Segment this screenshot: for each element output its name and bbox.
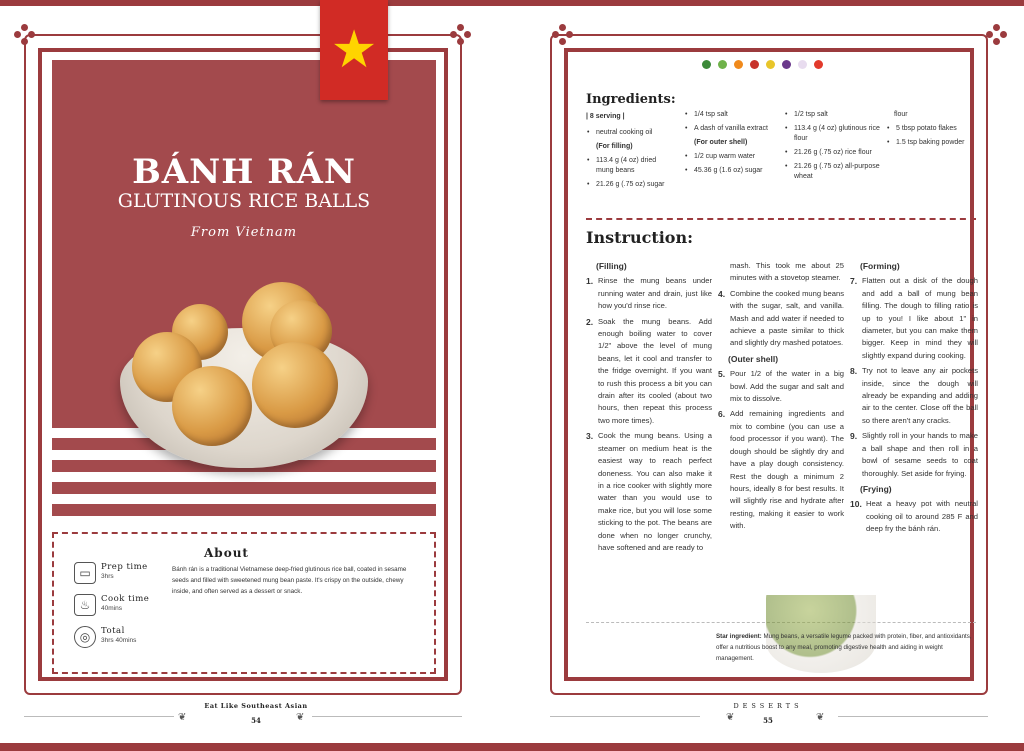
book-title: Eat Like Southeast Asian <box>204 702 308 710</box>
left-footer <box>0 702 512 725</box>
ingredient-item: • 1/2 tsp salt <box>784 110 880 120</box>
right-page <box>512 0 1024 751</box>
instruction-col-1 <box>586 260 712 557</box>
total-time-value: 3hrs 40mins <box>101 637 137 644</box>
section-divider <box>586 218 976 220</box>
leaf-icon: ❦ <box>296 712 305 723</box>
ingredients-col-4 <box>886 110 978 152</box>
instruction-col-2 <box>718 260 844 536</box>
corner-ornament <box>552 24 574 46</box>
instruction-step: 5. Pour 1/2 of the water in a big bowl. Add the sugar and salt and mix to dissolve. <box>718 369 844 404</box>
ingredient-item: • 1.5 tsp baking powder <box>886 138 978 148</box>
star-ingredient-body: Mung beans, a versatile legume packed with protein, fiber, and antioxidants, offer a nutritious boost to any meal, promoting digestive health and aiding in weight management. <box>716 633 972 662</box>
instruction-step: 10. Heat a heavy pot with neutral cooking oil to around 285 F and deep fry the bánh rán. <box>850 499 978 534</box>
about-box <box>52 532 436 674</box>
about-text: Bánh rán is a traditional Vietnamese deep-fried glutinous rice ball, coated in sesame seeds and filled with sweetened mung bean paste. It's crispy on the outside, chewy inside, and often served as a dessert or snack. <box>172 566 407 595</box>
leaf-icon: ❦ <box>178 712 187 723</box>
garlic-icon <box>798 60 807 69</box>
corn-icon <box>766 60 775 69</box>
chili-icon <box>750 60 759 69</box>
cook-time <box>74 594 149 616</box>
right-footer <box>512 702 1024 725</box>
vegetable-icons <box>702 60 823 69</box>
frying-step-heading: (Frying) <box>860 483 892 494</box>
star-ingredient-box <box>586 622 976 682</box>
star-icon: ★ <box>330 21 378 79</box>
ingredients-col-1 <box>586 110 674 194</box>
cutting-board-icon: ▭ <box>74 562 96 584</box>
carrot-icon <box>734 60 743 69</box>
eggplant-icon <box>782 60 791 69</box>
food-photo <box>120 282 368 472</box>
outer-shell-step-heading: (Outer shell) <box>728 353 779 364</box>
cook-time-value: 40mins <box>101 605 122 612</box>
outer-shell-heading: (For outer shell) <box>694 139 748 146</box>
forming-step-heading: (Forming) <box>860 261 900 271</box>
footer-rule <box>550 716 700 717</box>
ingredient-continued: flour <box>894 111 908 118</box>
star-ingredient-text <box>716 631 976 664</box>
footer-rule <box>838 716 988 717</box>
leaf-icon: ❦ <box>816 712 825 723</box>
instruction-step: 2. Soak the mung beans. Add enough boiling water to cover 1/2" above the level of mung beans, let it cool and transfer to the fridge overnight. If you want to rush this process a bit you can drain after its cooled (about two hours, then repeat this process two more times). <box>586 316 712 425</box>
corner-ornament <box>450 24 472 46</box>
instruction-step: 1. Rinse the mung beans under running water and drain, just like how you'd rinse rice. <box>586 276 712 311</box>
page-number: 55 <box>763 716 773 725</box>
recipe-origin: From Vietnam <box>190 225 298 240</box>
ingredient-item: • 113.4 g (4 oz) glutinous rice flour <box>784 124 880 144</box>
instruction-step: 3. Cook the mung beans. Using a steamer on medium heat is the easiest way to reach perfect doneness. You can also make it in a rice cooker with slightly more water than you would use to make rice, but you will lose some sticking to the pot. The beans are done when no longer crunchy, have softened and are ready to <box>586 431 712 552</box>
prep-time-value: 3hrs <box>101 573 114 580</box>
prep-time <box>74 562 148 584</box>
sesame-ball <box>252 342 338 428</box>
filling-step-heading: (Filling) <box>596 261 627 271</box>
instruction-step: 9. Slightly roll in your hands to make a ball shape and then roll in a bowl of sesame seeds to coat thoroughly. Set aside for frying. <box>850 431 978 478</box>
plate-icon: ◎ <box>74 626 96 648</box>
cook-time-label: Cook time <box>101 594 150 604</box>
instruction-step: 6. Add remaining ingredients and mix to combine (you can use a food processor if you want). The dough should be slightly dry and have a play dough consistency. Rest the dough a minimum 2 hours, ideally 8 for best results. It will slightly rise and hydrate after resting, making it easier to work with. <box>718 409 844 531</box>
ingredient-item: • 1/4 tsp salt <box>684 110 776 120</box>
cabbage-icon <box>718 60 727 69</box>
leaf-icon: ❦ <box>726 712 735 723</box>
instruction-step: 8. Try not to leave any air pockets inside, since the dough will already be expanding and adding air to the center. Close off the ball so there aren't any cracks. <box>850 366 978 425</box>
top-bar <box>512 0 1024 6</box>
ingredient-item: • 113.4 g (4 oz) dried mung beans <box>586 156 674 176</box>
ingredients-heading: Ingredients: <box>586 92 676 107</box>
vietnam-flag <box>320 0 388 100</box>
ingredient-item: • 21.26 g (.75 oz) rice flour <box>784 148 880 158</box>
filling-heading: (For filling) <box>596 143 633 150</box>
corner-ornament <box>986 24 1008 46</box>
page-number: 54 <box>251 716 261 725</box>
ingredient-item: • 5 tbsp potato flakes <box>886 124 978 134</box>
instruction-step: 7. Flatten out a disk of the dough and add a ball of mung bean filling. The dough to filling ratio is up to you! I like about 1" in diameter, but you can make them bigger. Keep in mind they will slightly expand during cooking. <box>850 276 978 360</box>
tomato-icon <box>814 60 823 69</box>
corner-ornament <box>14 24 36 46</box>
instruction-col-3 <box>850 260 978 539</box>
bottom-bar <box>512 743 1024 751</box>
footer-rule <box>312 716 462 717</box>
recipe-subtitle: GLUTINOUS RICE BALLS <box>117 190 371 212</box>
total-time <box>74 626 136 648</box>
ingredient-item: • neutral cooking oil <box>586 128 674 138</box>
ingredient-item: • A dash of vanilla extract <box>684 124 776 134</box>
instruction-heading: Instruction: <box>586 228 693 247</box>
bottom-bar <box>0 743 512 751</box>
section-name: DESSERTS <box>733 702 803 710</box>
ingredient-item: • 1/2 cup warm water <box>684 152 776 162</box>
broccoli-icon <box>702 60 711 69</box>
top-bar <box>0 0 512 6</box>
ingredient-item: • 45.36 g (1.6 oz) sugar <box>684 166 776 176</box>
hero-panel <box>52 60 436 520</box>
about-heading: About <box>204 546 249 560</box>
recipe-title: BÁNH RÁN <box>132 152 356 192</box>
star-ingredient-label: Star ingredient: <box>716 633 762 640</box>
sesame-ball <box>172 366 252 446</box>
pot-icon: ♨ <box>74 594 96 616</box>
instruction-continued: mash. This took me about 25 minutes with a stovetop steamer. <box>730 261 844 283</box>
instruction-step: 4. Combine the cooked mung beans with the sugar, salt, and vanilla. Mash and add water if needed to achieve a paste similar to thick and slightly dry mashed potatoes. <box>718 288 844 348</box>
servings: | 8 serving | <box>586 113 625 120</box>
footer-rule <box>24 716 174 717</box>
total-time-label: Total <box>101 626 125 636</box>
ingredient-item: • 21.26 g (.75 oz) sugar <box>586 180 674 190</box>
prep-time-label: Prep time <box>101 562 148 572</box>
ingredients-col-3 <box>784 110 880 186</box>
ingredient-item: • 21.26 g (.75 oz) all-purpose wheat <box>784 162 880 182</box>
ingredients-col-2 <box>684 110 776 180</box>
